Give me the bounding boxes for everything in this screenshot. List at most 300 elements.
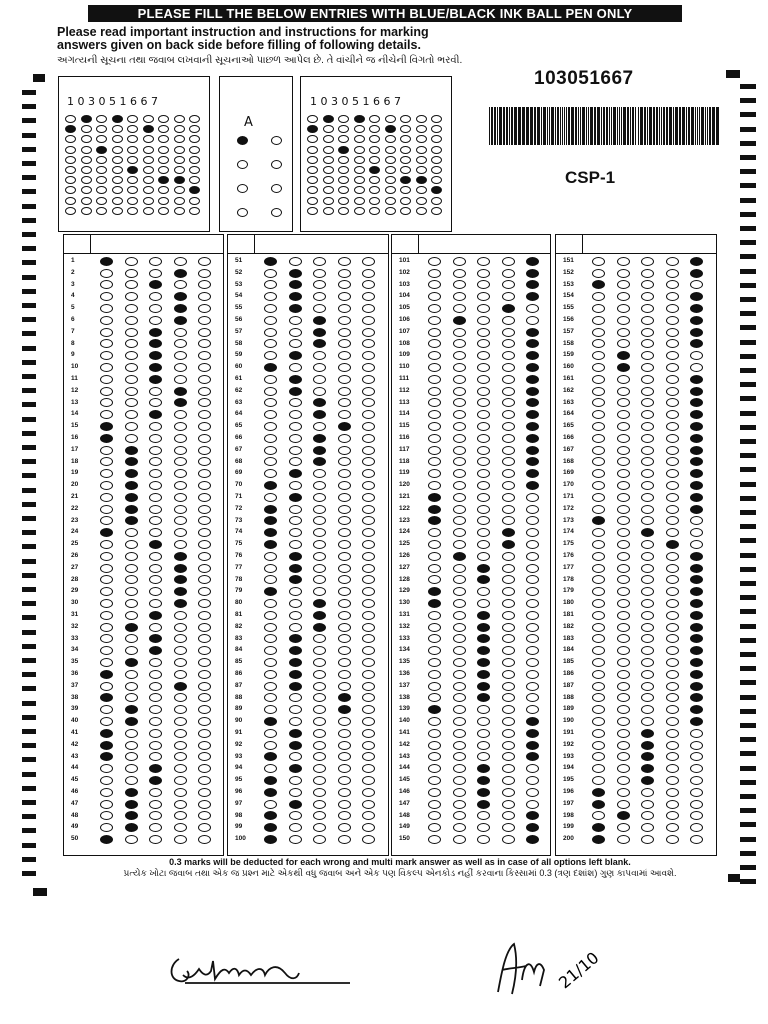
digit-bubble[interactable] (431, 156, 442, 164)
answer-bubble[interactable] (690, 741, 703, 750)
answer-bubble[interactable] (526, 800, 539, 809)
answer-bubble[interactable] (149, 304, 162, 313)
answer-bubble[interactable] (453, 457, 466, 466)
answer-bubble[interactable] (617, 611, 630, 620)
answer-bubble[interactable] (313, 422, 326, 431)
answer-bubble[interactable] (592, 316, 605, 325)
answer-bubble[interactable] (641, 658, 654, 667)
digit-bubble[interactable] (354, 156, 365, 164)
answer-bubble[interactable] (264, 693, 277, 702)
answer-bubble[interactable] (526, 505, 539, 514)
answer-bubble[interactable] (362, 316, 375, 325)
digit-bubble[interactable] (127, 125, 138, 133)
digit-bubble[interactable] (354, 146, 365, 154)
answer-bubble[interactable] (174, 823, 187, 832)
answer-bubble[interactable] (428, 611, 441, 620)
series-bubble[interactable] (237, 136, 248, 145)
answer-bubble[interactable] (690, 788, 703, 797)
answer-bubble[interactable] (198, 493, 211, 502)
answer-bubble[interactable] (617, 398, 630, 407)
answer-bubble[interactable] (502, 469, 515, 478)
digit-bubble[interactable] (143, 156, 154, 164)
answer-bubble[interactable] (641, 717, 654, 726)
digit-bubble[interactable] (174, 197, 185, 205)
answer-bubble[interactable] (477, 434, 490, 443)
answer-bubble[interactable] (592, 670, 605, 679)
digit-bubble[interactable] (143, 186, 154, 194)
answer-bubble[interactable] (362, 351, 375, 360)
answer-bubble[interactable] (526, 469, 539, 478)
answer-bubble[interactable] (149, 540, 162, 549)
digit-bubble[interactable] (323, 166, 334, 174)
answer-bubble[interactable] (690, 776, 703, 785)
answer-bubble[interactable] (617, 587, 630, 596)
digit-bubble[interactable] (400, 186, 411, 194)
answer-bubble[interactable] (198, 552, 211, 561)
answer-bubble[interactable] (198, 316, 211, 325)
answer-bubble[interactable] (338, 670, 351, 679)
answer-bubble[interactable] (617, 457, 630, 466)
answer-bubble[interactable] (125, 339, 138, 348)
answer-bubble[interactable] (641, 670, 654, 679)
answer-bubble[interactable] (477, 564, 490, 573)
answer-bubble[interactable] (149, 339, 162, 348)
answer-bubble[interactable] (362, 280, 375, 289)
answer-bubble[interactable] (338, 788, 351, 797)
answer-bubble[interactable] (313, 717, 326, 726)
answer-bubble[interactable] (198, 457, 211, 466)
answer-bubble[interactable] (338, 552, 351, 561)
answer-bubble[interactable] (125, 575, 138, 584)
answer-bubble[interactable] (313, 670, 326, 679)
answer-bubble[interactable] (100, 800, 113, 809)
answer-bubble[interactable] (641, 705, 654, 714)
answer-bubble[interactable] (477, 776, 490, 785)
answer-bubble[interactable] (592, 776, 605, 785)
answer-bubble[interactable] (149, 292, 162, 301)
answer-bubble[interactable] (100, 552, 113, 561)
digit-bubble[interactable] (174, 207, 185, 215)
answer-bubble[interactable] (289, 469, 302, 478)
answer-bubble[interactable] (125, 457, 138, 466)
digit-bubble[interactable] (416, 166, 427, 174)
answer-bubble[interactable] (174, 446, 187, 455)
answer-bubble[interactable] (174, 339, 187, 348)
answer-bubble[interactable] (313, 446, 326, 455)
digit-bubble[interactable] (65, 135, 76, 143)
answer-bubble[interactable] (502, 516, 515, 525)
answer-bubble[interactable] (428, 729, 441, 738)
answer-bubble[interactable] (313, 693, 326, 702)
digit-bubble[interactable] (307, 207, 318, 215)
digit-bubble[interactable] (369, 115, 380, 123)
answer-bubble[interactable] (264, 269, 277, 278)
answer-bubble[interactable] (264, 434, 277, 443)
answer-bubble[interactable] (198, 505, 211, 514)
answer-bubble[interactable] (174, 658, 187, 667)
answer-bubble[interactable] (149, 658, 162, 667)
answer-bubble[interactable] (502, 422, 515, 431)
answer-bubble[interactable] (666, 257, 679, 266)
answer-bubble[interactable] (313, 328, 326, 337)
answer-bubble[interactable] (477, 823, 490, 832)
answer-bubble[interactable] (592, 788, 605, 797)
digit-bubble[interactable] (127, 186, 138, 194)
answer-bubble[interactable] (125, 611, 138, 620)
answer-bubble[interactable] (149, 564, 162, 573)
answer-bubble[interactable] (690, 634, 703, 643)
answer-bubble[interactable] (362, 800, 375, 809)
answer-bubble[interactable] (526, 269, 539, 278)
answer-bubble[interactable] (502, 587, 515, 596)
digit-bubble[interactable] (96, 166, 107, 174)
answer-bubble[interactable] (428, 646, 441, 655)
digit-bubble[interactable] (174, 146, 185, 154)
digit-bubble[interactable] (416, 176, 427, 184)
answer-bubble[interactable] (526, 670, 539, 679)
series-bubble[interactable] (271, 184, 282, 193)
answer-bubble[interactable] (592, 398, 605, 407)
answer-bubble[interactable] (592, 564, 605, 573)
digit-bubble[interactable] (369, 156, 380, 164)
answer-bubble[interactable] (477, 446, 490, 455)
answer-bubble[interactable] (617, 422, 630, 431)
digit-bubble[interactable] (65, 115, 76, 123)
answer-bubble[interactable] (502, 410, 515, 419)
answer-bubble[interactable] (592, 351, 605, 360)
answer-bubble[interactable] (362, 611, 375, 620)
digit-bubble[interactable] (307, 135, 318, 143)
answer-bubble[interactable] (641, 752, 654, 761)
answer-bubble[interactable] (362, 481, 375, 490)
answer-bubble[interactable] (666, 764, 679, 773)
digit-bubble[interactable] (323, 207, 334, 215)
answer-bubble[interactable] (100, 705, 113, 714)
answer-bubble[interactable] (592, 587, 605, 596)
answer-bubble[interactable] (174, 634, 187, 643)
answer-bubble[interactable] (289, 788, 302, 797)
digit-bubble[interactable] (65, 146, 76, 154)
answer-bubble[interactable] (666, 304, 679, 313)
answer-bubble[interactable] (362, 422, 375, 431)
answer-bubble[interactable] (502, 682, 515, 691)
answer-bubble[interactable] (289, 611, 302, 620)
answer-bubble[interactable] (264, 410, 277, 419)
answer-bubble[interactable] (690, 257, 703, 266)
answer-bubble[interactable] (264, 717, 277, 726)
answer-bubble[interactable] (362, 540, 375, 549)
answer-bubble[interactable] (690, 410, 703, 419)
answer-bubble[interactable] (502, 823, 515, 832)
answer-bubble[interactable] (641, 257, 654, 266)
answer-bubble[interactable] (666, 788, 679, 797)
answer-bubble[interactable] (666, 328, 679, 337)
answer-bubble[interactable] (100, 516, 113, 525)
answer-bubble[interactable] (690, 599, 703, 608)
answer-bubble[interactable] (174, 528, 187, 537)
answer-bubble[interactable] (428, 623, 441, 632)
answer-bubble[interactable] (264, 564, 277, 573)
answer-bubble[interactable] (617, 811, 630, 820)
answer-bubble[interactable] (264, 835, 277, 844)
answer-bubble[interactable] (198, 516, 211, 525)
answer-bubble[interactable] (641, 575, 654, 584)
answer-bubble[interactable] (125, 292, 138, 301)
digit-bubble[interactable] (81, 125, 92, 133)
digit-bubble[interactable] (431, 166, 442, 174)
answer-bubble[interactable] (149, 823, 162, 832)
answer-bubble[interactable] (641, 363, 654, 372)
answer-bubble[interactable] (149, 623, 162, 632)
answer-bubble[interactable] (313, 776, 326, 785)
answer-bubble[interactable] (690, 280, 703, 289)
answer-bubble[interactable] (125, 658, 138, 667)
answer-bubble[interactable] (690, 693, 703, 702)
answer-bubble[interactable] (174, 257, 187, 266)
answer-bubble[interactable] (453, 422, 466, 431)
answer-bubble[interactable] (100, 788, 113, 797)
answer-bubble[interactable] (477, 540, 490, 549)
digit-bubble[interactable] (81, 135, 92, 143)
digit-bubble[interactable] (158, 166, 169, 174)
answer-bubble[interactable] (690, 457, 703, 466)
digit-bubble[interactable] (338, 207, 349, 215)
answer-bubble[interactable] (362, 764, 375, 773)
answer-bubble[interactable] (502, 575, 515, 584)
answer-bubble[interactable] (198, 528, 211, 537)
answer-bubble[interactable] (338, 351, 351, 360)
digit-bubble[interactable] (112, 166, 123, 174)
answer-bubble[interactable] (477, 328, 490, 337)
answer-bubble[interactable] (641, 292, 654, 301)
answer-bubble[interactable] (526, 363, 539, 372)
answer-bubble[interactable] (690, 670, 703, 679)
digit-bubble[interactable] (127, 207, 138, 215)
answer-bubble[interactable] (617, 316, 630, 325)
answer-bubble[interactable] (313, 280, 326, 289)
answer-bubble[interactable] (362, 457, 375, 466)
answer-bubble[interactable] (526, 835, 539, 844)
digit-bubble[interactable] (323, 156, 334, 164)
digit-bubble[interactable] (338, 176, 349, 184)
answer-bubble[interactable] (666, 717, 679, 726)
answer-bubble[interactable] (617, 505, 630, 514)
digit-bubble[interactable] (400, 156, 411, 164)
answer-bubble[interactable] (477, 788, 490, 797)
digit-bubble[interactable] (189, 166, 200, 174)
answer-bubble[interactable] (641, 481, 654, 490)
answer-bubble[interactable] (149, 788, 162, 797)
answer-bubble[interactable] (125, 788, 138, 797)
answer-bubble[interactable] (453, 752, 466, 761)
answer-bubble[interactable] (428, 670, 441, 679)
digit-bubble[interactable] (96, 135, 107, 143)
answer-bubble[interactable] (617, 552, 630, 561)
answer-bubble[interactable] (526, 316, 539, 325)
answer-bubble[interactable] (100, 729, 113, 738)
answer-bubble[interactable] (362, 811, 375, 820)
answer-bubble[interactable] (592, 599, 605, 608)
answer-bubble[interactable] (690, 658, 703, 667)
answer-bubble[interactable] (641, 316, 654, 325)
answer-bubble[interactable] (666, 469, 679, 478)
answer-bubble[interactable] (617, 752, 630, 761)
answer-bubble[interactable] (477, 752, 490, 761)
answer-bubble[interactable] (289, 269, 302, 278)
answer-bubble[interactable] (125, 304, 138, 313)
answer-bubble[interactable] (592, 304, 605, 313)
answer-bubble[interactable] (313, 823, 326, 832)
answer-bubble[interactable] (362, 693, 375, 702)
answer-bubble[interactable] (641, 540, 654, 549)
answer-bubble[interactable] (502, 646, 515, 655)
answer-bubble[interactable] (289, 776, 302, 785)
digit-bubble[interactable] (385, 146, 396, 154)
answer-bubble[interactable] (338, 575, 351, 584)
answer-bubble[interactable] (526, 410, 539, 419)
answer-bubble[interactable] (453, 269, 466, 278)
answer-bubble[interactable] (617, 516, 630, 525)
answer-bubble[interactable] (198, 434, 211, 443)
answer-bubble[interactable] (338, 493, 351, 502)
digit-bubble[interactable] (385, 186, 396, 194)
answer-bubble[interactable] (289, 280, 302, 289)
answer-bubble[interactable] (174, 811, 187, 820)
digit-bubble[interactable] (400, 207, 411, 215)
answer-bubble[interactable] (198, 800, 211, 809)
answer-bubble[interactable] (428, 811, 441, 820)
answer-bubble[interactable] (362, 788, 375, 797)
answer-bubble[interactable] (617, 328, 630, 337)
answer-bubble[interactable] (338, 269, 351, 278)
answer-bubble[interactable] (264, 752, 277, 761)
answer-bubble[interactable] (453, 505, 466, 514)
answer-bubble[interactable] (592, 269, 605, 278)
answer-bubble[interactable] (362, 363, 375, 372)
answer-bubble[interactable] (174, 351, 187, 360)
digit-bubble[interactable] (431, 207, 442, 215)
digit-bubble[interactable] (65, 125, 76, 133)
answer-bubble[interactable] (174, 269, 187, 278)
answer-bubble[interactable] (198, 623, 211, 632)
answer-bubble[interactable] (338, 316, 351, 325)
answer-bubble[interactable] (289, 623, 302, 632)
answer-bubble[interactable] (592, 339, 605, 348)
answer-bubble[interactable] (690, 646, 703, 655)
digit-bubble[interactable] (127, 166, 138, 174)
answer-bubble[interactable] (428, 316, 441, 325)
answer-bubble[interactable] (641, 835, 654, 844)
answer-bubble[interactable] (264, 304, 277, 313)
answer-bubble[interactable] (125, 316, 138, 325)
answer-bubble[interactable] (666, 493, 679, 502)
answer-bubble[interactable] (289, 387, 302, 396)
answer-bubble[interactable] (477, 516, 490, 525)
answer-bubble[interactable] (264, 587, 277, 596)
answer-bubble[interactable] (428, 540, 441, 549)
digit-bubble[interactable] (81, 115, 92, 123)
answer-bubble[interactable] (313, 481, 326, 490)
digit-bubble[interactable] (65, 186, 76, 194)
answer-bubble[interactable] (428, 505, 441, 514)
answer-bubble[interactable] (289, 528, 302, 537)
answer-bubble[interactable] (641, 623, 654, 632)
answer-bubble[interactable] (149, 316, 162, 325)
answer-bubble[interactable] (149, 587, 162, 596)
answer-bubble[interactable] (690, 328, 703, 337)
digit-bubble[interactable] (307, 156, 318, 164)
answer-bubble[interactable] (289, 693, 302, 702)
answer-bubble[interactable] (666, 351, 679, 360)
answer-bubble[interactable] (477, 575, 490, 584)
answer-bubble[interactable] (428, 658, 441, 667)
answer-bubble[interactable] (526, 599, 539, 608)
answer-bubble[interactable] (690, 446, 703, 455)
answer-bubble[interactable] (289, 505, 302, 514)
answer-bubble[interactable] (453, 328, 466, 337)
answer-bubble[interactable] (526, 658, 539, 667)
answer-bubble[interactable] (502, 339, 515, 348)
answer-bubble[interactable] (289, 493, 302, 502)
answer-bubble[interactable] (592, 646, 605, 655)
answer-bubble[interactable] (641, 434, 654, 443)
answer-bubble[interactable] (264, 764, 277, 773)
answer-bubble[interactable] (313, 351, 326, 360)
answer-bubble[interactable] (198, 304, 211, 313)
answer-bubble[interactable] (477, 599, 490, 608)
answer-bubble[interactable] (502, 328, 515, 337)
answer-bubble[interactable] (313, 257, 326, 266)
answer-bubble[interactable] (198, 835, 211, 844)
answer-bubble[interactable] (198, 375, 211, 384)
digit-bubble[interactable] (431, 135, 442, 143)
answer-bubble[interactable] (592, 634, 605, 643)
digit-bubble[interactable] (174, 135, 185, 143)
answer-bubble[interactable] (198, 564, 211, 573)
answer-bubble[interactable] (592, 682, 605, 691)
answer-bubble[interactable] (453, 434, 466, 443)
answer-bubble[interactable] (100, 658, 113, 667)
answer-bubble[interactable] (502, 304, 515, 313)
answer-bubble[interactable] (428, 788, 441, 797)
answer-bubble[interactable] (690, 351, 703, 360)
answer-bubble[interactable] (338, 564, 351, 573)
answer-bubble[interactable] (174, 776, 187, 785)
answer-bubble[interactable] (198, 670, 211, 679)
answer-bubble[interactable] (477, 646, 490, 655)
answer-bubble[interactable] (149, 363, 162, 372)
answer-bubble[interactable] (666, 575, 679, 584)
answer-bubble[interactable] (174, 469, 187, 478)
answer-bubble[interactable] (174, 292, 187, 301)
answer-bubble[interactable] (338, 292, 351, 301)
answer-bubble[interactable] (592, 280, 605, 289)
answer-bubble[interactable] (641, 516, 654, 525)
answer-bubble[interactable] (313, 741, 326, 750)
answer-bubble[interactable] (289, 292, 302, 301)
answer-bubble[interactable] (502, 764, 515, 773)
answer-bubble[interactable] (477, 658, 490, 667)
answer-bubble[interactable] (502, 670, 515, 679)
answer-bubble[interactable] (264, 351, 277, 360)
answer-bubble[interactable] (338, 398, 351, 407)
answer-bubble[interactable] (100, 257, 113, 266)
answer-bubble[interactable] (428, 304, 441, 313)
answer-bubble[interactable] (289, 741, 302, 750)
answer-bubble[interactable] (641, 646, 654, 655)
answer-bubble[interactable] (617, 658, 630, 667)
answer-bubble[interactable] (149, 493, 162, 502)
